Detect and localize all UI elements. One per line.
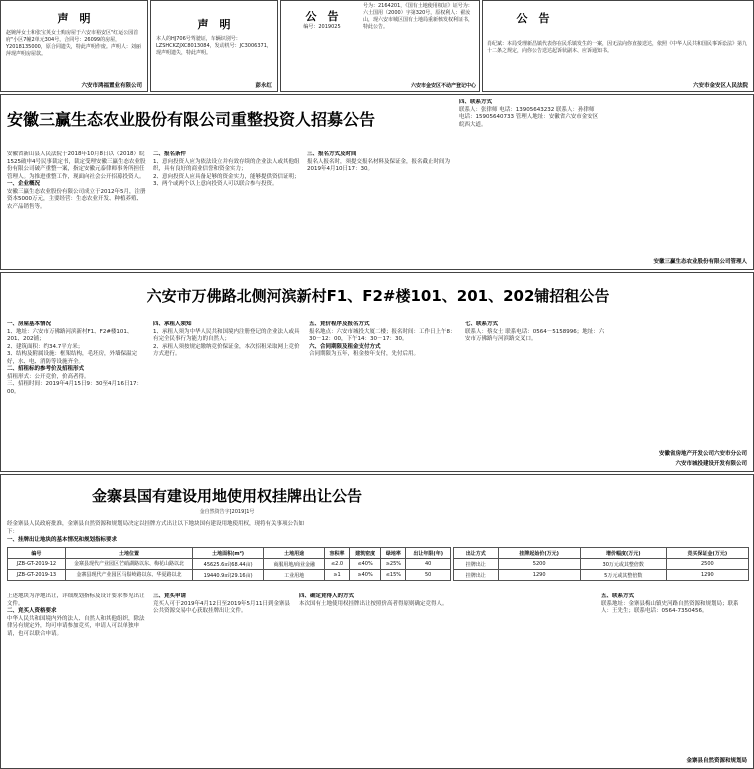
notice-box-1 bbox=[0, 0, 148, 92]
notice-signature: 六安市鸿福置业有限公司 bbox=[81, 83, 142, 89]
lease-announcement bbox=[0, 272, 754, 472]
text-column-3: 五、竞价程序及报名方式 报名地点：六安市城投大厦二楼；报名时间：工作日上午8：30－12：00，下午14：30－17：30。 六、合同期限及租金支付方式 合同期限为五年，租金按年支付，先付后用。 bbox=[309, 321, 456, 357]
text-column-4: 四、联系方式 联系人：张律师 电话：13905643232 联系人：孙律师 电话：15905640733 管理人地址：安徽省六安市金安区皖西大道。 bbox=[459, 99, 599, 128]
notice-title: 声 明 bbox=[57, 12, 91, 25]
notice-signature: 彭永红 bbox=[255, 83, 272, 89]
text-column-4: 五、联系方式 联系地址：金寨县梅山镇史河路自然资源和规划局；联系人：王先生；联系电话：0564-7350456。 bbox=[601, 593, 739, 614]
text-column-1: 上述地块为净地出让，详细规划指标及设计要求参见出让文件。 二、竞买人资格要求 中华人民共和国境内外的法人、自然人和其他组织，除法律另有规定外，均可申请参加竞买，申请人可以单独申请，也可以联合申请。 bbox=[7, 593, 145, 637]
table-header-cell: 建筑密度 bbox=[349, 548, 380, 559]
table-cell: 30万元或其整倍数 bbox=[580, 559, 666, 570]
table-cell: 商服用地/商业金融 bbox=[264, 559, 325, 570]
notice-title: 公 告 bbox=[516, 12, 550, 25]
table-cell: 45625.6㎡(68.44亩) bbox=[193, 559, 264, 570]
table-header-row bbox=[8, 548, 451, 559]
recruitment-announcement bbox=[0, 94, 754, 270]
text-column-3: 三、报名方式及时间 报名人报名时，须提交报名材料及保证金，报名截止时间为2019年4月10日17：30。 bbox=[307, 151, 451, 172]
notice-body: 号为：2164201，《国有土地使用权证》证号为：六土国用（2000）字第320号，原权利人：翟汝山，现六安市城区国有土地局重新核发权利证书，特此公告。 bbox=[363, 3, 474, 30]
notice-title: 声 明 bbox=[197, 18, 231, 31]
notice-box-2 bbox=[150, 0, 278, 92]
notice-signature: 六安市金安区人民法院 bbox=[692, 83, 748, 89]
table-row bbox=[8, 559, 451, 570]
table-header-cell: 挂牌起始价(万元) bbox=[498, 548, 580, 559]
intro-paragraph: 经金寨县人民政府批准，金寨县自然资源和规划局决定以挂牌方式出让以下地块国有建设用地使用权，现将有关事项公告如下： bbox=[7, 521, 305, 535]
table-cell: JZB-GT-2019-12 bbox=[8, 559, 66, 570]
table-cell: 挂牌出让 bbox=[454, 559, 499, 570]
table-header-cell: 绿地率 bbox=[381, 548, 406, 559]
table-header-cell: 增价幅度(万元) bbox=[580, 548, 666, 559]
land-parcel-table bbox=[7, 547, 451, 581]
table-cell: 1290 bbox=[498, 570, 580, 581]
table-cell: 金寨县现代产业园区马鬃岭路以东、华夏路以北 bbox=[65, 570, 192, 581]
table-cell: ≤2.0 bbox=[325, 559, 350, 570]
table-cell: 5万元或其整倍数 bbox=[580, 570, 666, 581]
table-header-cell: 编号 bbox=[8, 548, 66, 559]
table-cell: 工业用地 bbox=[264, 570, 325, 581]
table-cell: 40 bbox=[406, 559, 451, 570]
table-row bbox=[8, 570, 451, 581]
table-cell: 5200 bbox=[498, 559, 580, 570]
table-cell: 金寨县现代产业园区芒硝湖路以东、梅花山路以北 bbox=[65, 559, 192, 570]
table-header-cell: 土地位置 bbox=[65, 548, 192, 559]
text-column-4: 七、联系方式 联系人：蔡女士 联系电话：0564－5158996；地址：六安市万佛路与河滨路交叉口。 bbox=[465, 321, 605, 342]
land-auction-announcement bbox=[0, 474, 754, 769]
table-row bbox=[454, 570, 749, 581]
notice-title: 公 告 bbox=[305, 10, 339, 23]
land-price-table bbox=[453, 547, 749, 581]
text-column-2: 二、报名条件 1、意向投资人应为依法设立并有效存续的企业法人或其他组织，具有良好的商业信誉和资金实力； 2、意向投资人应具备足够的资金实力，能够提供资信证明； 3、两个或两个以上意向投资人可以联合参与投资。 bbox=[153, 151, 300, 187]
table-cell: 2500 bbox=[666, 559, 748, 570]
announcement-title: 安徽三赢生态农业股份有限公司重整投资人招募公告 bbox=[7, 110, 376, 129]
table-header-cell: 土地用途 bbox=[264, 548, 325, 559]
announcement-signature: 金寨县自然资源和规划局 bbox=[686, 758, 747, 764]
announcement-signature-2: 六安市城投建设开发有限公司 bbox=[675, 461, 747, 467]
table-header-row bbox=[454, 548, 749, 559]
announcement-subtitle: 金自然资告字[2019]1号 bbox=[199, 509, 255, 515]
table-cell: ≥40% bbox=[349, 570, 380, 581]
text-column-2: 四、承租人须知 1、承租人须为中华人民共和国境内注册登记的企业法人或具有完全民事行为能力的自然人； 2、承租人须按规定缴纳竞价保证金，本次招租采取网上竞价方式进行。 bbox=[153, 321, 300, 357]
table-cell: 50 bbox=[406, 570, 451, 581]
section-heading: 一、挂牌出让地块的基本情况和规划指标要求 bbox=[7, 537, 118, 543]
text-column-1: 一、房屋基本情况 1、地址：六安市万佛路河滨新村F1、F2#楼101、201、202铺； 2、建筑面积：约34.7平方米； 3、结构及附属设施：框架结构，毛坯房，外墙保温完好，水、电、消防等设施齐全。 二、招租标的参考价及招租形式 招租形式：公开竞价，价高者得。 三、招租时间：2019年4月15日9：30至4月16日17：00。 bbox=[7, 321, 142, 395]
table-header-cell: 出让年限(年) bbox=[406, 548, 451, 559]
table-cell: 1290 bbox=[666, 570, 748, 581]
notice-body: 肖纪斌：本局受理新昌镇代表你在民乐镇发生的一案，因无法向你直接送达，依照《中华人民共和国民事诉讼法》第九十二条之规定，向你公告送达起诉状副本、应诉通知书。 bbox=[487, 41, 748, 54]
table-header-cell: 土地面积(m²) bbox=[193, 548, 264, 559]
announcement-title: 金寨县国有建设用地使用权挂牌出让公告 bbox=[91, 487, 362, 505]
notice-body: 赵婉萍女士和张宝英女士购房屋于六安市裕安区"红运公园首府"小区7幢2单元304号，合同号：26099的房屋，Y2018135000，原合同遗失，特此声明作废。声明人：刘丽萍现声明房屋款。 bbox=[6, 30, 141, 57]
table-cell: ≤15% bbox=[381, 570, 406, 581]
text-column-1: 安徽省新山县人民法院于2018年10月8日以（2018）皖1525破申4号民事裁定书，裁定受理安徽三赢生态农业股份有限公司破产重整一案，指定安徽元泰律师事务所担任管理人。为推进重整工作，现面向社会公开招募投资人。 一、企业概况 安徽三赢生态农业股份有限公司成立于2012年5月，注册资本5000万元，主要经营：生态农业开发、种植养殖、农产品销售等。 bbox=[7, 151, 146, 210]
table-cell: 19440.9㎡(29.16亩) bbox=[193, 570, 264, 581]
table-header-cell: 容积率 bbox=[325, 548, 350, 559]
table-cell: ≥25% bbox=[381, 559, 406, 570]
table-cell: ≥1 bbox=[325, 570, 350, 581]
table-header-cell: 竞买保证金(万元) bbox=[666, 548, 748, 559]
announcement-signature: 安徽三赢生态农业股份有限公司管理人 bbox=[653, 259, 747, 265]
text-column-3: 四、确定竞得人的方式 本次国有土地使用权挂牌出让按照价高者得原则确定竞得人。 bbox=[299, 593, 448, 607]
notice-number: 编号：2019025 bbox=[303, 24, 341, 30]
notice-body: 本人的HJ706号驾驶证，车辆识别号：LZSHCKZJXC8013084，发动机号：JC3006371，现声明遗失，特此声明。 bbox=[156, 36, 272, 56]
table-cell: JZB-GT-2019-13 bbox=[8, 570, 66, 581]
text-column-2: 三、竞买申请 竞买人可于2019年4月12日至2019年5月11日到金寨县公共资源交易中心获取挂牌出让文件。 bbox=[153, 593, 290, 614]
table-row bbox=[454, 559, 749, 570]
table-cell: 挂牌出让 bbox=[454, 570, 499, 581]
notice-box-3 bbox=[280, 0, 480, 92]
notice-box-4 bbox=[482, 0, 754, 92]
notice-signature: 六安市金安区不动产登记中心 bbox=[410, 83, 476, 89]
announcement-title: 六安市万佛路北侧河滨新村F1、F2#楼101、201、202铺招租公告 bbox=[146, 287, 610, 305]
table-header-cell: 出让方式 bbox=[454, 548, 499, 559]
table-cell: ≤40% bbox=[349, 559, 380, 570]
announcement-signature-1: 安徽省房地产开发公司六安市分公司 bbox=[658, 451, 747, 457]
